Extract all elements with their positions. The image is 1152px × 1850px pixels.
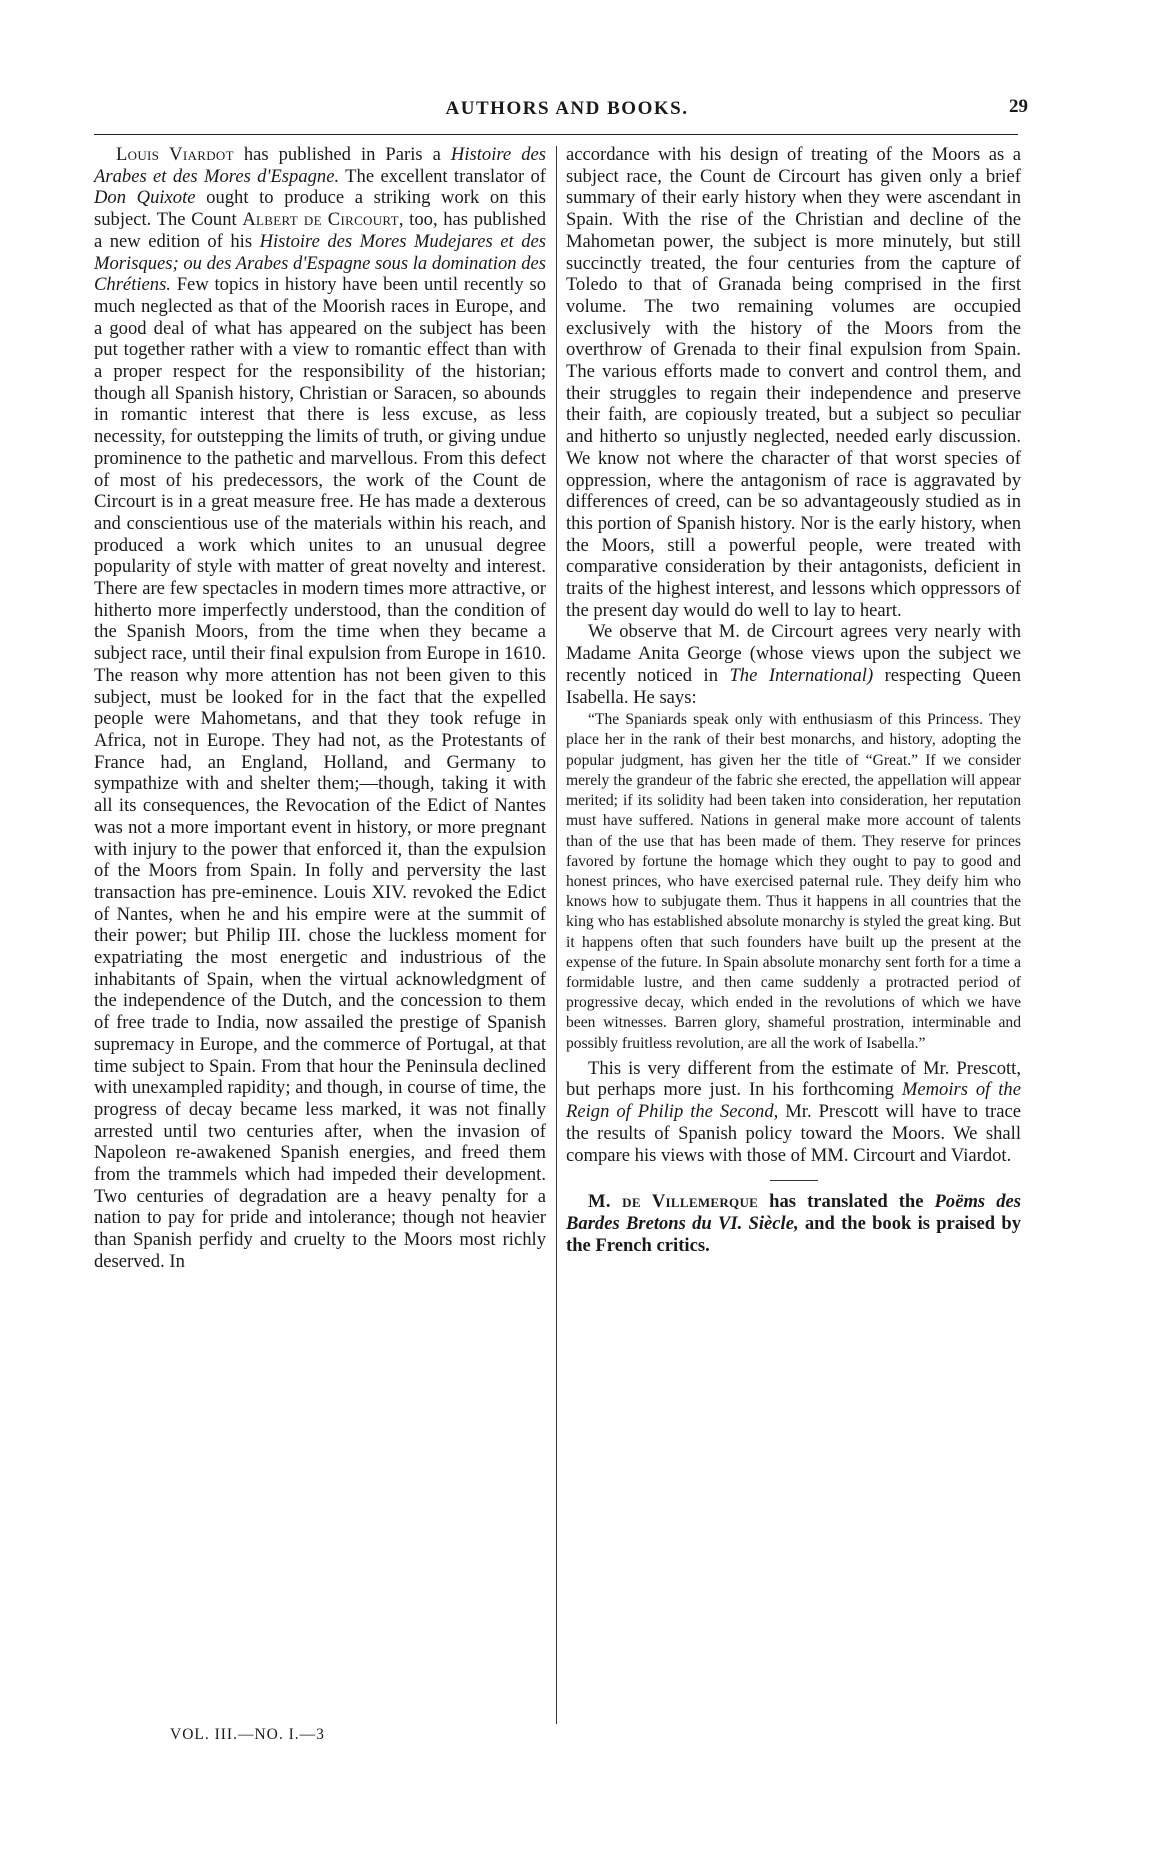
circourt-paragraph (566, 621, 1021, 708)
periodical-title: The International) (729, 664, 874, 686)
author-name: M. de Villemerque (588, 1191, 759, 1213)
running-title: AUTHORS AND BOOKS. (445, 98, 689, 119)
text-run: Mr. Prescott will have to trace the results of Spanish policy toward the Moors. We shall compare his views with those of MM. Circourt and Viardot. (566, 1101, 1021, 1166)
book-title: Poëms des Bardes Bretons du VI. Siècle, (566, 1191, 1021, 1234)
text-run: has translated the (758, 1191, 935, 1213)
text-run: We observe that M. de Circourt agrees very nearly with Madame Anita George (whose views upon the subject we recently noticed in (566, 621, 1021, 686)
text-run: The excellent translator of (339, 165, 546, 187)
article-viardot-paragraph (94, 144, 546, 1273)
page-number: 29 (1009, 96, 1028, 117)
villemerque-paragraph (566, 1191, 1021, 1256)
section-rule (770, 1180, 818, 1181)
running-header (94, 94, 1040, 130)
header-rule (94, 134, 1018, 135)
prescott-paragraph (566, 1058, 1021, 1167)
text-run: , too, has published a new edition of his (94, 209, 546, 252)
right-column (566, 144, 1021, 1256)
block-quote: “The Spaniards speak only with enthusiasm of this Princess. They place her in the rank of their best monarchs, and history, adopting the popular judgment, has given her the title of “Great.” If we consider merely the grandeur of the fabric she erected, the appellation will appear merited; if its solidity had been taken into consideration, her reputation must have suffered. Nations in general make more account of talents than of the use that has been made of them. They reserve for princes favored by fortune the homage which they ought to pay to good and honest princes, who have exercised paternal rule. They deify him who knows how to subjugate them. Thus it happens in all countries that the king who has established absolute monarchy is styled the great king. But it happens often that such founders have built up the present at the expense of the future. In Spain absolute monarchy sent forth for a time a formidable lustre, and then came suddenly a protracted period of progressive decay, which ended in the revolutions of which we have been witnesses. Barren glory, shameful prostration, interminable and possibly fruitless revolution, are all the work of Isabella.” (566, 711, 1021, 1052)
book-title: Memoirs of the Reign of Philip the Second, (566, 1079, 1021, 1123)
book-title: Histoire des Arabes et des Mores d'Espagne. (94, 144, 546, 187)
text-run: ought to produce a striking work on this subject. The Count (94, 187, 546, 231)
text-run: This is very different from the estimate of Mr. Prescott, but perhaps more just. In his forthcoming (566, 1057, 1021, 1101)
text-run: and the book is praised by the French critics. (566, 1212, 1022, 1256)
text-run: respecting Queen Isabella. He says: (566, 664, 1022, 708)
column-divider (556, 146, 557, 1724)
left-column (94, 144, 546, 1273)
text-run: Few topics in history have been until recently so much neglected as that of the Moorish races in Europe, and a good deal of what has appeared on the subject has been put together rather with a view to romantic effect than with a proper respect for the responsibility of the historian; though all Spanish history, Christian or Saracen, so abounds in romantic interest that there is less excuse, as less necessity, for outstepping the limits of truth, or giving undue prominence to the pathetic and marvellous. From this defect of most of his predecessors, the work of the Count de Circourt is in a great measure free. He has made a dexterous and conscientious use of the materials within his reach, and produced a work which unites to an unusual degree popularity of style with matter of great novelty and interest. There are few spectacles in modern times more attractive, or hitherto more imperfectly understood, than the condition of the Spanish Moors, from the time when they became a subject race, until their final expulsion from Europe in 1610. The reason why more attention has not been given to this subject, must be looked for in the fact that the expelled people were Mahometans, and that they took refuge in Africa, not in Europe. They had not, as the Protestants of France had, an England, Holland, and Germany to sympathize with and shelter them;—though, taking it with all its consequences, the Revocation of the Edict of Nantes was not a more important event in history, or more pregnant with injury to the power that enforced it, than the expulsion of the Moors from Spain. In folly and perversity the last transaction has pre-eminence. Louis XIV. revoked the Edict of Nantes, when he and his empire were at the summit of their power; but Philip III. chose the luckless moment for expatriating the most energetic and industrious of the inhabitants of Spain, when the virtual acknowledgment of the independence of the Dutch, and the concession to them of free trade to India, now assailed the prestige of Spanish supremacy in Europe, and the commerce of Portugal, at that time subject to Spain. From that hour the Peninsula declined with unexampled rapidity; and though, in course of time, the progress of decay became less marked, it was not finally arrested until two centuries after, when the invasion of Napoleon re-awakened Spanish energies, and freed them from the trammels which had impeded their development. Two centuries of degradation are a heavy penalty for a nation to pay for pride and intolerance; though not heavier than Spanish perfidy and cruelty to the Moors most richly deserved. In (94, 274, 546, 1272)
author-name: Albert de Circourt (242, 209, 399, 231)
signature-mark: VOL. III.—NO. I.—3 (170, 1726, 325, 1743)
author-name: Louis Viardot (116, 144, 234, 165)
book-title: Histoire des Mores Mudejares et des Morisques; ou des Arabes d'Espagne sous la domination des Chrétiens. (94, 230, 546, 296)
continued-paragraph: accordance with his design of treating of the Moors as a subject race, the Count de Circourt has given only a brief summary of their early history when they were ascendant in Spain. With the rise of the Christian and decline of the Mahometan power, the subject is more minutely, but still succinctly treated, the four centuries from the capture of Toledo to that of Granada being comprised in the first volume. The two remaining volumes are occupied exclusively with the history of the Moors from the overthrow of Grenada to their final expulsion from Spain. The various efforts made to convert and control them, and their struggles to regain their independence and preserve their faith, are copiously treated, but a subject so peculiar and hitherto so unjustly neglected, needed early discussion. We know not where the character of that worst species of oppression, where the antagonism of race is aggravated by differences of creed, can be so advantageously studied as in this portion of Spanish history. Nor is the early history, when the Moors, still a powerful people, were treated with comparative consideration by their antagonists, deficient in traits of the highest interest, and lessons which oppressors of the present day would do well to lay to heart. (566, 144, 1021, 621)
text-run: has published in Paris a (233, 144, 451, 165)
book-title: Don Quixote (94, 187, 196, 209)
